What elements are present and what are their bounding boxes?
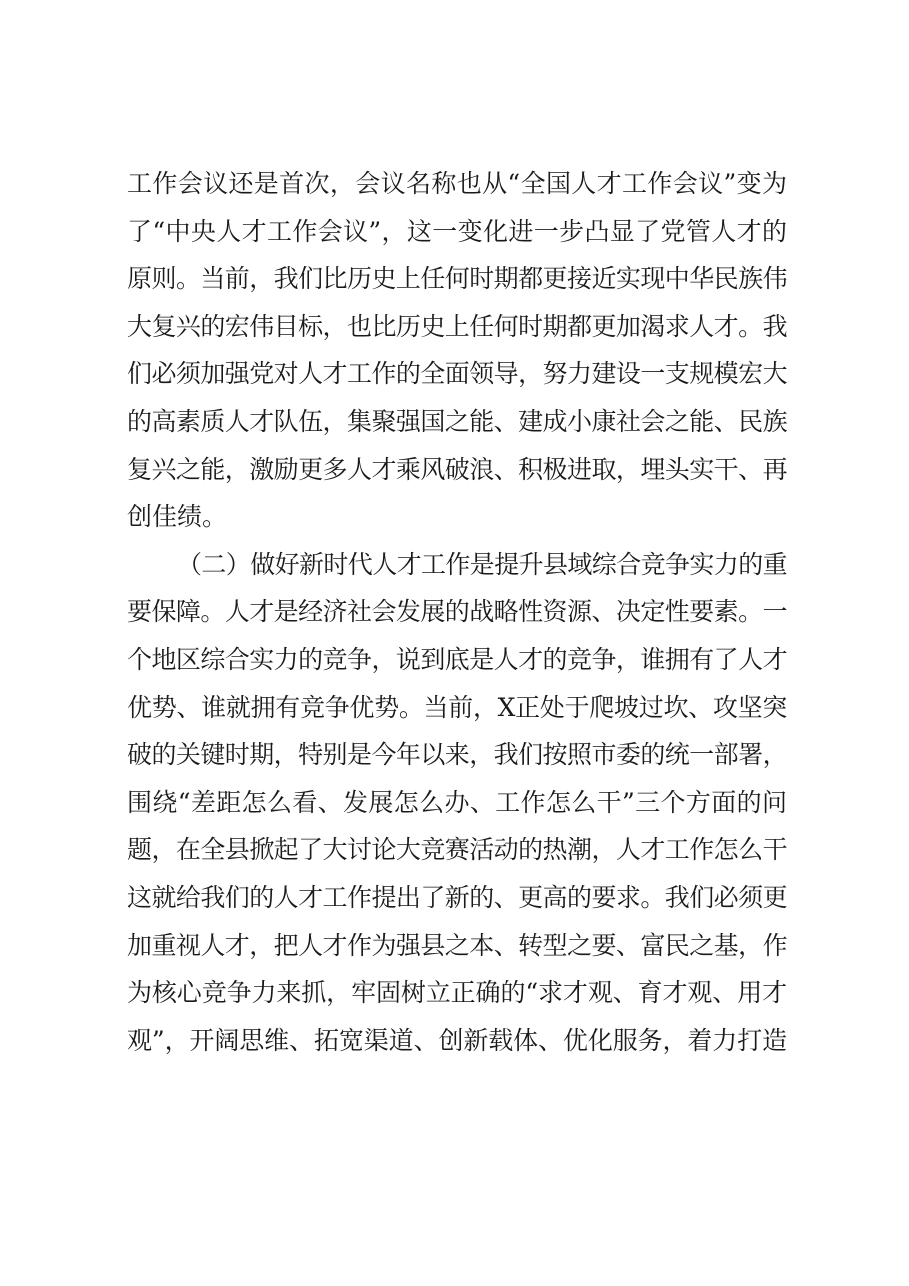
paragraph-line: 破的关键时期，特别是今年以来，我们按照市委的统一部署， bbox=[127, 740, 787, 770]
paragraph-line: 加重视人才，把人才作为强县之本、转型之要、富民之基，作 bbox=[127, 930, 787, 960]
paragraph-line: （二）做好新时代人才工作是提升县域综合竞争实力的重 bbox=[177, 549, 787, 579]
paragraph-line: 要保障。人才是经济社会发展的战略性资源、决定性要素。一 bbox=[127, 597, 787, 627]
paragraph-line: 复兴之能，激励更多人才乘风破浪、积极进取，埋头实干、再 bbox=[127, 454, 787, 484]
paragraph-line: 的高素质人才队伍，集聚强国之能、建成小康社会之能、民族 bbox=[127, 406, 787, 436]
paragraph-line: 了“中央人才工作会议”，这一变化进一步凸显了党管人才的 bbox=[127, 216, 787, 246]
paragraph-1 bbox=[127, 160, 787, 541]
paragraph-2 bbox=[127, 541, 787, 1065]
paragraph-line: 围绕“差距怎么看、发展怎么办、工作怎么干”三个方面的问 bbox=[127, 787, 787, 817]
paragraph-line: 为核心竞争力来抓，牢固树立正确的“求才观、育才观、用才 bbox=[127, 978, 787, 1008]
document-body bbox=[127, 160, 787, 1064]
paragraph-line: 原则。当前，我们比历史上任何时期都更接近实现中华民族伟 bbox=[127, 264, 787, 294]
paragraph-line: 观”，开阔思维、拓宽渠道、创新载体、优化服务，着力打造 bbox=[127, 1025, 787, 1055]
paragraph-line: 大复兴的宏伟目标，也比历史上任何时期都更加渴求人才。我 bbox=[127, 311, 787, 341]
paragraph-line: 个地区综合实力的竞争，说到底是人才的竞争，谁拥有了人才 bbox=[127, 644, 787, 674]
paragraph-line: 优势、谁就拥有竞争优势。当前，X正处于爬坡过坎、攻坚突 bbox=[127, 692, 787, 722]
paragraph-line: 这就给我们的人才工作提出了新的、更高的要求。我们必须更 bbox=[127, 882, 787, 912]
paragraph-line: 们必须加强党对人才工作的全面领导，努力建设一支规模宏大 bbox=[127, 359, 787, 389]
paragraph-line: 工作会议还是首次，会议名称也从“全国人才工作会议”变为 bbox=[127, 169, 787, 198]
paragraph-line: 题，在全县掀起了大讨论大竞赛活动的热潮，人才工作怎么干 bbox=[127, 835, 787, 865]
paragraph-line: 创佳绩。 bbox=[127, 502, 228, 532]
